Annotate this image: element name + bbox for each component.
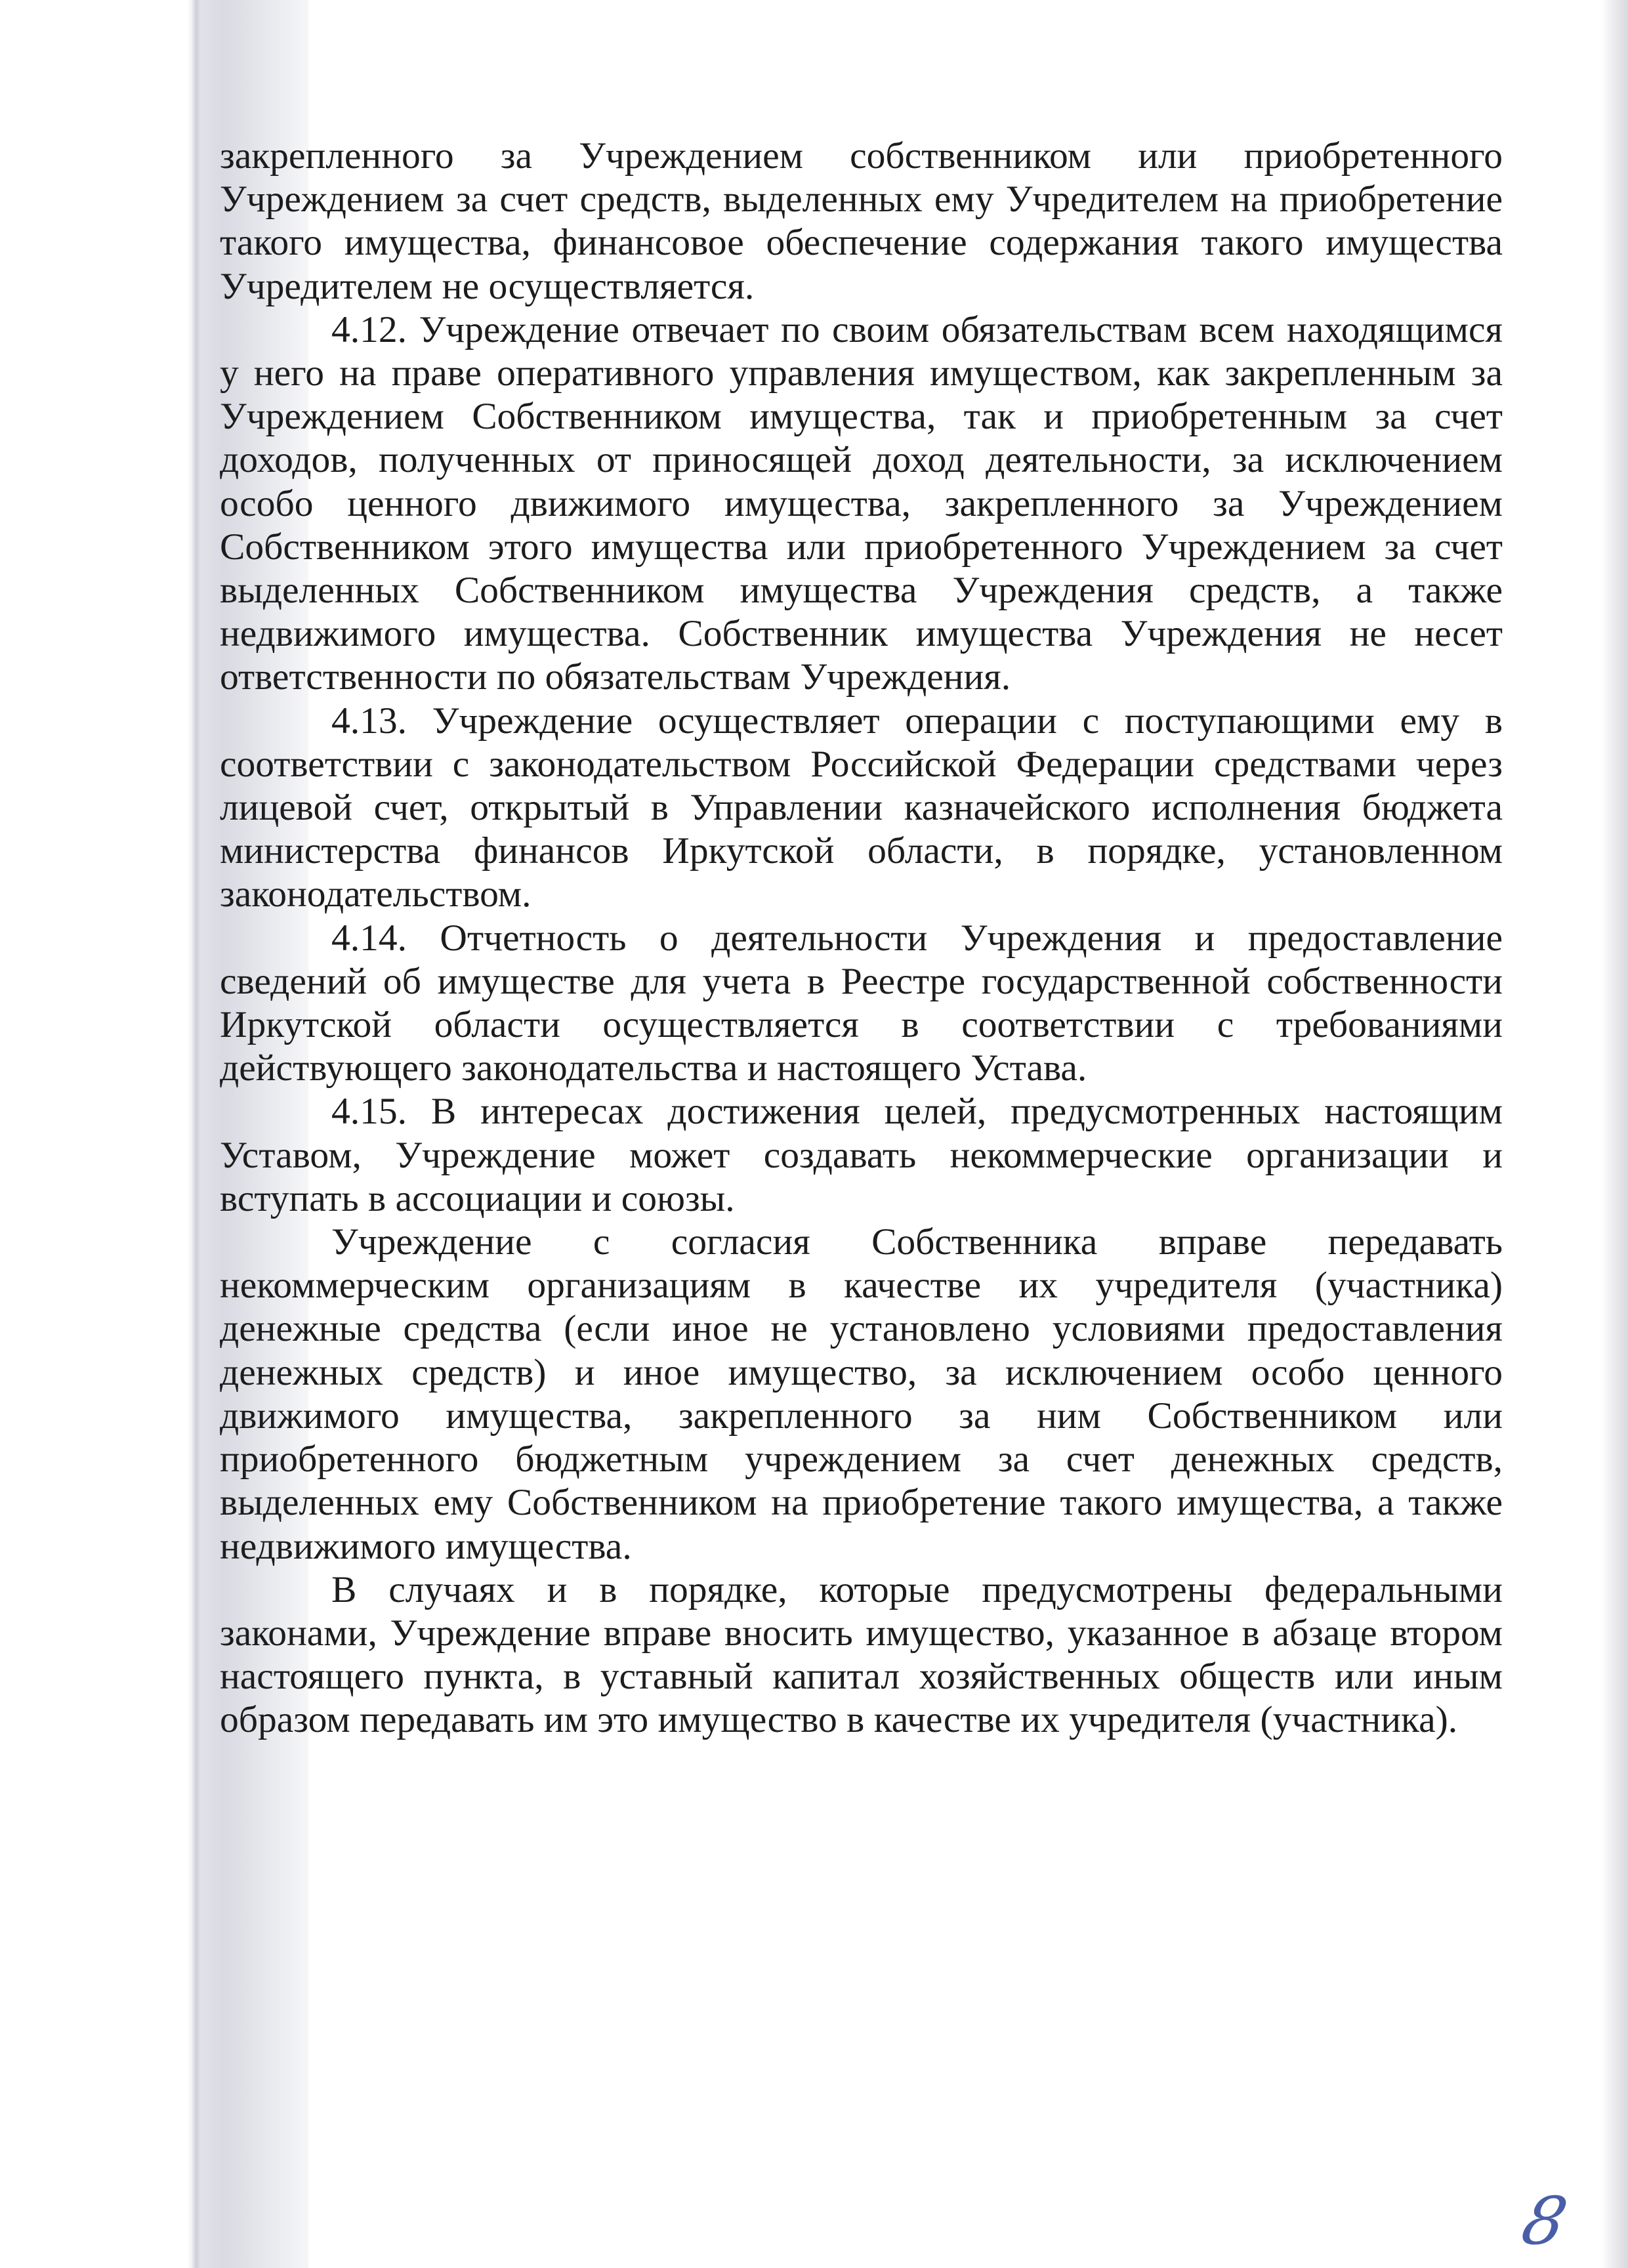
document-body — [220, 135, 1503, 1742]
scan-shadow-right — [1602, 0, 1628, 2268]
handwritten-page-number: 8 — [1515, 2183, 1574, 2259]
paragraph-4-15-part-3: В случаях и в порядке, которые предусмотрены федеральными законами, Учреждение вправе вносить имущество, указанное в абзаце втором настоящего пункта, в уставный капитал хозяйственных обществ или иным образом передавать им это имущество в качестве их учредителя (участника). — [220, 1568, 1503, 1741]
paragraph-4-15-part-2: Учреждение с согласия Собственника вправе передавать некоммерческим организациям в качестве их учредителя (участника) денежные средства (если иное не установлено условиями предоставления денежных средств) и иное имущество, за исключением особо ценного движимого имущества, закрепленного за ним Собственником или приобретенного бюджетным учреждением за счет денежных средств, выделенных ему Собственником на приобретение такого имущества, а также недвижимого имущества. — [220, 1221, 1503, 1567]
paragraph-4-14: 4.14. Отчетность о деятельности Учреждения и предоставление сведений об имуществе для учета в Реестре государственной собственности Иркутской области осуществляется в соответствии с требованиями действующего законодательства и настоящего Устава. — [220, 917, 1503, 1089]
paragraph-4-13: 4.13. Учреждение осуществляет операции с поступающими ему в соответствии с законодательством Российской Федерации средствами через лицевой счет, открытый в Управлении казначейского исполнения бюджета министерства финансов Иркутской области, в порядке, установленном законодательством. — [220, 700, 1503, 915]
paragraph-4-12: 4.12. Учреждение отвечает по своим обязательствам всем находящимся у него на праве оперативного управления имуществом, как закрепленным за Учреждением Собственником имущества, так и приобретенным за счет доходов, полученных от приносящей доход деятельности, за исключением особо ценного движимого имущества, закрепленного за Учреждением Собственником этого имущества или приобретенного Учреждением за счет выделенных Собственником имущества Учреждения средств, а также недвижимого имущества. Собственник имущества Учреждения не несет ответственности по обязательствам Учреждения. — [220, 308, 1503, 698]
paragraph-continuation: закрепленного за Учреждением собственником или приобретенного Учреждением за счет средств, выделенных ему Учредителем на приобретение такого имущества, финансовое обеспечение содержания такого имущества Учредителем не осуществляется. — [220, 135, 1503, 307]
paragraph-4-15: 4.15. В интересах достижения целей, предусмотренных настоящим Уставом, Учреждение может создавать некоммерческие организации и вступать в ассоциации и союзы. — [220, 1091, 1503, 1219]
